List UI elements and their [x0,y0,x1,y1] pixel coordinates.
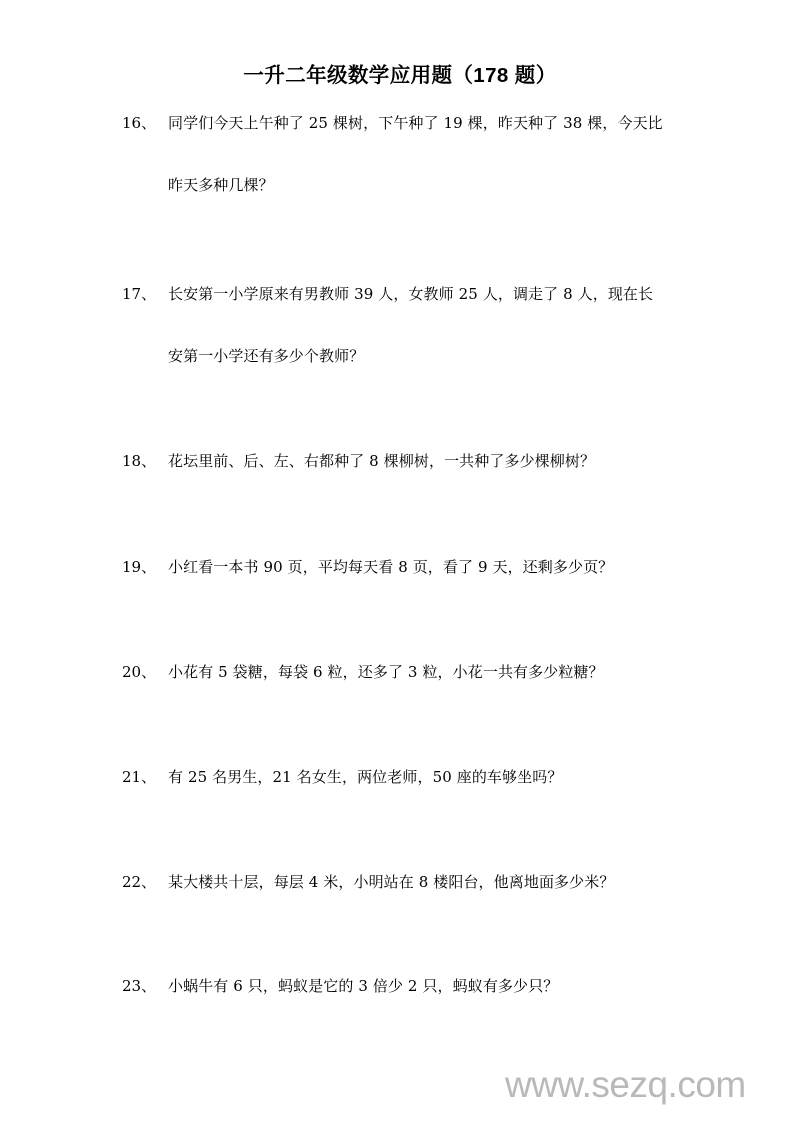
site-watermark: www.sezq.com [505,1064,746,1105]
question-text: 安第一小学还有多少个教师？ [168,347,365,365]
question-number: 19、 [122,558,157,576]
question-number: 21、 [122,768,157,786]
question-text: 长安第一小学原来有男教师 39 人，女教师 25 人，调走了 8 人，现在长 [168,285,654,303]
question-number: 23、 [122,977,157,995]
question-number: 18、 [122,452,157,470]
question-number: 22、 [122,873,157,891]
question-text: 昨天多种几棵？ [168,176,274,194]
question-text: 小花有 5 袋糖，每袋 6 粒，还多了 3 粒，小花一共有多少粒糖？ [168,663,604,681]
question-text: 花坛里前、后、左、右都种了 8 棵柳树，一共种了多少棵柳树？ [168,452,596,470]
question-text: 同学们今天上午种了 25 棵树，下午种了 19 棵，昨天种了 38 棵，今天比 [168,114,663,132]
question-text: 小蜗牛有 6 只，蚂蚁是它的 3 倍少 2 只，蚂蚁有多少只？ [168,977,559,995]
question-number: 20、 [122,663,157,681]
question-number: 16、 [122,114,157,132]
question-text: 小红看一本书 90 页，平均每天看 8 页，看了 9 天，还剩多少页？ [168,558,614,576]
question-number: 17、 [122,285,157,303]
question-text: 有 25 名男生，21 名女生，两位老师，50 座的车够坐吗？ [168,768,563,786]
page-title: 一升二年级数学应用题（178 题） [243,64,557,87]
question-text: 某大楼共十层，每层 4 米，小明站在 8 楼阳台，他离地面多少米？ [168,873,615,891]
